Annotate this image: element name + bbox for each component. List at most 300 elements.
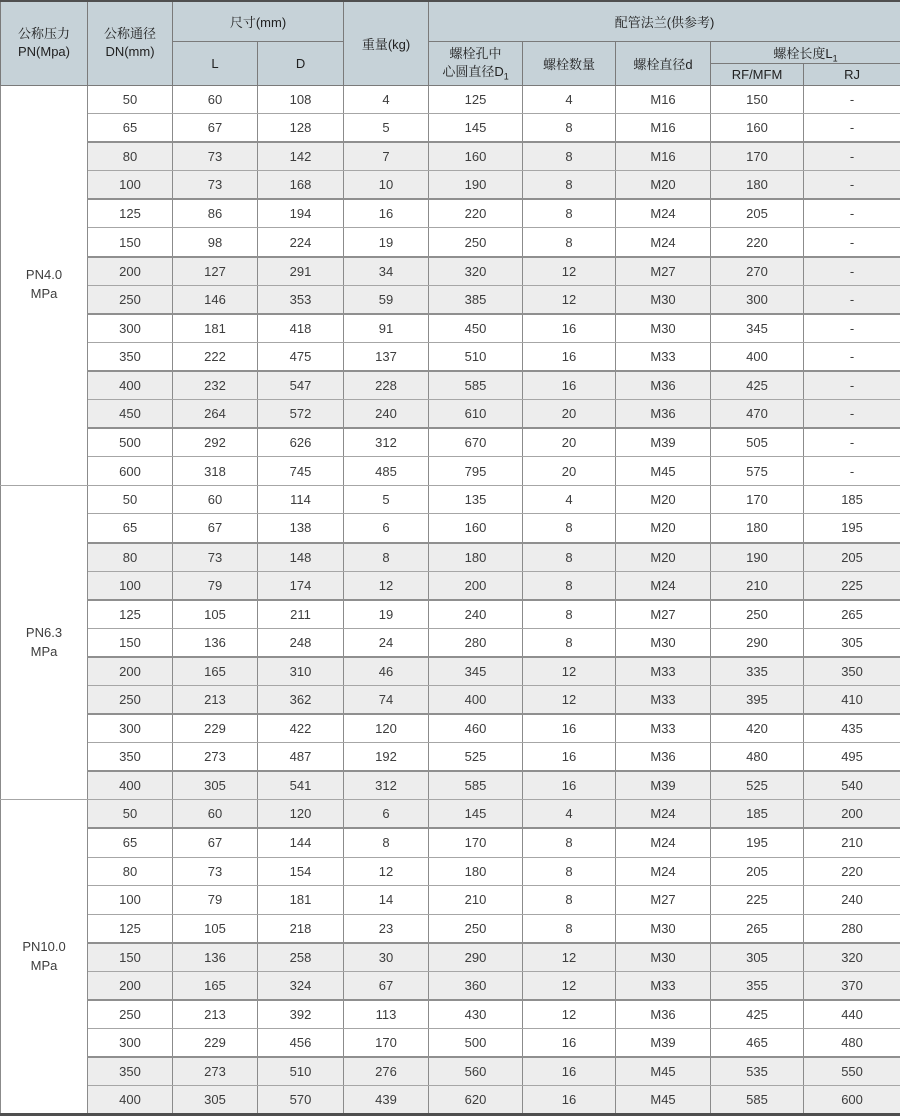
weight-cell: 240 <box>344 400 429 429</box>
weight-cell: 16 <box>344 199 429 228</box>
rf-mfm-cell: 205 <box>711 857 804 886</box>
rj-cell: 435 <box>804 714 900 743</box>
l-cell: 67 <box>173 114 258 143</box>
pressure-label-line2: MPa <box>30 286 58 302</box>
d-cell: 248 <box>258 628 344 657</box>
bolt-qty-cell: 4 <box>523 85 616 114</box>
rf-mfm-cell: 480 <box>711 743 804 772</box>
table-row <box>1 543 900 572</box>
table-row <box>1 1029 900 1058</box>
d-cell: 194 <box>258 199 344 228</box>
table-row <box>1 285 900 314</box>
dn-cell: 250 <box>88 685 173 714</box>
d-cell: 745 <box>258 457 344 486</box>
table-row <box>1 85 900 114</box>
bolt-circle-cell: 320 <box>429 257 523 286</box>
bolt-circle-cell: 220 <box>429 199 523 228</box>
dn-cell: 100 <box>88 171 173 200</box>
bolt-dia-cell: M24 <box>616 571 711 600</box>
d-cell: 181 <box>258 886 344 915</box>
bolt-circle-cell: 145 <box>429 800 523 829</box>
weight-cell: 6 <box>344 514 429 543</box>
weight-cell: 91 <box>344 314 429 343</box>
d-cell: 392 <box>258 1000 344 1029</box>
d-cell: 174 <box>258 571 344 600</box>
dn-cell: 350 <box>88 743 173 772</box>
weight-cell: 4 <box>344 85 429 114</box>
table-row <box>1 857 900 886</box>
rf-mfm-cell: 305 <box>711 943 804 972</box>
table-row <box>1 771 900 800</box>
weight-cell: 12 <box>344 857 429 886</box>
header-bolt-circle <box>429 41 523 85</box>
bolt-qty-cell: 8 <box>523 228 616 257</box>
rf-mfm-cell: 210 <box>711 571 804 600</box>
bolt-qty-cell: 8 <box>523 199 616 228</box>
l-cell: 127 <box>173 257 258 286</box>
rf-mfm-cell: 425 <box>711 371 804 400</box>
rj-cell: 370 <box>804 971 900 1000</box>
table-row <box>1 142 900 171</box>
table-row <box>1 1086 900 1115</box>
bolt-qty-cell: 8 <box>523 914 616 943</box>
bolt-qty-cell: 12 <box>523 257 616 286</box>
table-row <box>1 171 900 200</box>
rf-mfm-cell: 355 <box>711 971 804 1000</box>
l-cell: 273 <box>173 1057 258 1086</box>
dn-cell: 150 <box>88 943 173 972</box>
l-cell: 229 <box>173 714 258 743</box>
table-row <box>1 514 900 543</box>
d-cell: 114 <box>258 485 344 514</box>
l-cell: 292 <box>173 428 258 457</box>
table-row <box>1 114 900 143</box>
l-cell: 229 <box>173 1029 258 1058</box>
bolt-qty-cell: 20 <box>523 400 616 429</box>
rf-mfm-cell: 575 <box>711 457 804 486</box>
bolt-circle-cell: 560 <box>429 1057 523 1086</box>
rf-mfm-cell: 190 <box>711 543 804 572</box>
rj-cell: 240 <box>804 886 900 915</box>
d-cell: 310 <box>258 657 344 686</box>
table-row <box>1 971 900 1000</box>
dn-cell: 400 <box>88 771 173 800</box>
bolt-circle-cell: 135 <box>429 485 523 514</box>
table-row <box>1 199 900 228</box>
weight-cell: 46 <box>344 657 429 686</box>
bolt-circle-cell: 525 <box>429 743 523 772</box>
l-cell: 60 <box>173 485 258 514</box>
table-row <box>1 628 900 657</box>
bolt-qty-cell: 8 <box>523 600 616 629</box>
bolt-dia-cell: M16 <box>616 142 711 171</box>
bolt-dia-cell: M33 <box>616 657 711 686</box>
rf-mfm-cell: 290 <box>711 628 804 657</box>
bolt-qty-cell: 16 <box>523 1057 616 1086</box>
bolt-dia-cell: M36 <box>616 1000 711 1029</box>
dn-cell: 65 <box>88 828 173 857</box>
rf-mfm-cell: 395 <box>711 685 804 714</box>
bolt-dia-cell: M39 <box>616 428 711 457</box>
bolt-dia-cell: M39 <box>616 771 711 800</box>
rj-cell: - <box>804 171 900 200</box>
l-cell: 165 <box>173 657 258 686</box>
dn-cell: 400 <box>88 1086 173 1115</box>
weight-cell: 439 <box>344 1086 429 1115</box>
dn-cell: 80 <box>88 142 173 171</box>
l-cell: 136 <box>173 943 258 972</box>
table-row <box>1 743 900 772</box>
table-row <box>1 257 900 286</box>
weight-cell: 19 <box>344 600 429 629</box>
d-cell: 422 <box>258 714 344 743</box>
l-cell: 86 <box>173 199 258 228</box>
d-cell: 547 <box>258 371 344 400</box>
weight-cell: 14 <box>344 886 429 915</box>
l-cell: 318 <box>173 457 258 486</box>
rj-cell: - <box>804 228 900 257</box>
d-cell: 324 <box>258 971 344 1000</box>
bolt-dia-cell: M30 <box>616 285 711 314</box>
l-cell: 98 <box>173 228 258 257</box>
dn-cell: 250 <box>88 1000 173 1029</box>
l-cell: 165 <box>173 971 258 1000</box>
bolt-qty-cell: 16 <box>523 714 616 743</box>
bolt-qty-cell: 16 <box>523 342 616 371</box>
bolt-circle-cell: 670 <box>429 428 523 457</box>
table-row <box>1 457 900 486</box>
bolt-qty-cell: 20 <box>523 428 616 457</box>
bolt-circle-cell: 145 <box>429 114 523 143</box>
table-row <box>1 1057 900 1086</box>
d-cell: 168 <box>258 171 344 200</box>
l-cell: 105 <box>173 914 258 943</box>
bolt-dia-cell: M36 <box>616 371 711 400</box>
pressure-section-label <box>1 85 88 485</box>
d-cell: 108 <box>258 85 344 114</box>
bolt-dia-cell: M20 <box>616 485 711 514</box>
pressure-label-line1: PN6.3 <box>25 624 63 640</box>
header-dn <box>88 1 173 85</box>
d-cell: 510 <box>258 1057 344 1086</box>
l-cell: 73 <box>173 142 258 171</box>
rj-cell: - <box>804 257 900 286</box>
rj-cell: 540 <box>804 771 900 800</box>
bolt-dia-cell: M27 <box>616 600 711 629</box>
weight-cell: 10 <box>344 171 429 200</box>
bolt-dia-cell: M39 <box>616 1029 711 1058</box>
rj-cell: 480 <box>804 1029 900 1058</box>
rj-cell: 305 <box>804 628 900 657</box>
l-cell: 273 <box>173 743 258 772</box>
rj-cell: - <box>804 285 900 314</box>
header-dn-line2: DN(mm) <box>105 44 155 60</box>
header-bolt-length-subscript: 1 <box>832 53 838 64</box>
bolt-dia-cell: M33 <box>616 971 711 1000</box>
rf-mfm-cell: 185 <box>711 800 804 829</box>
rf-mfm-cell: 220 <box>711 228 804 257</box>
bolt-dia-cell: M16 <box>616 85 711 114</box>
rj-cell: - <box>804 199 900 228</box>
dn-cell: 300 <box>88 1029 173 1058</box>
rf-mfm-cell: 585 <box>711 1086 804 1115</box>
rj-cell: 210 <box>804 828 900 857</box>
rj-cell: 200 <box>804 800 900 829</box>
bolt-circle-cell: 280 <box>429 628 523 657</box>
bolt-qty-cell: 8 <box>523 114 616 143</box>
l-cell: 73 <box>173 857 258 886</box>
bolt-dia-cell: M33 <box>616 714 711 743</box>
dn-cell: 600 <box>88 457 173 486</box>
pressure-label-line1: PN4.0 <box>25 267 63 283</box>
pressure-label-line2: MPa <box>30 643 58 659</box>
bolt-dia-cell: M33 <box>616 342 711 371</box>
table-body <box>1 85 900 1114</box>
l-cell: 67 <box>173 514 258 543</box>
rf-mfm-cell: 465 <box>711 1029 804 1058</box>
dn-cell: 150 <box>88 628 173 657</box>
bolt-dia-cell: M36 <box>616 743 711 772</box>
header-bolt-length-text: 螺栓长度L <box>773 45 833 61</box>
bolt-qty-cell: 12 <box>523 1000 616 1029</box>
dn-cell: 450 <box>88 400 173 429</box>
weight-cell: 30 <box>344 943 429 972</box>
pressure-section-label <box>1 485 88 800</box>
rf-mfm-cell: 425 <box>711 1000 804 1029</box>
l-cell: 60 <box>173 85 258 114</box>
bolt-qty-cell: 8 <box>523 857 616 886</box>
weight-cell: 6 <box>344 800 429 829</box>
d-cell: 258 <box>258 943 344 972</box>
l-cell: 79 <box>173 886 258 915</box>
bolt-dia-cell: M30 <box>616 914 711 943</box>
rj-cell: - <box>804 371 900 400</box>
rf-mfm-cell: 335 <box>711 657 804 686</box>
rf-mfm-cell: 525 <box>711 771 804 800</box>
dn-cell: 50 <box>88 485 173 514</box>
rf-mfm-cell: 420 <box>711 714 804 743</box>
l-cell: 213 <box>173 1000 258 1029</box>
weight-cell: 23 <box>344 914 429 943</box>
bolt-circle-cell: 160 <box>429 514 523 543</box>
table-row <box>1 800 900 829</box>
weight-cell: 12 <box>344 571 429 600</box>
d-cell: 626 <box>258 428 344 457</box>
d-cell: 572 <box>258 400 344 429</box>
d-cell: 570 <box>258 1086 344 1115</box>
header-l: L <box>173 41 258 85</box>
l-cell: 146 <box>173 285 258 314</box>
bolt-qty-cell: 12 <box>523 971 616 1000</box>
dn-cell: 100 <box>88 571 173 600</box>
pressure-label-line2: MPa <box>30 957 58 973</box>
bolt-circle-cell: 345 <box>429 657 523 686</box>
bolt-qty-cell: 8 <box>523 171 616 200</box>
bolt-dia-cell: M30 <box>616 943 711 972</box>
bolt-qty-cell: 16 <box>523 1086 616 1115</box>
d-cell: 475 <box>258 342 344 371</box>
header-size-group: 尺寸(mm) <box>173 1 344 41</box>
d-cell: 138 <box>258 514 344 543</box>
rf-mfm-cell: 170 <box>711 142 804 171</box>
header-weight: 重量(kg) <box>344 1 429 85</box>
bolt-qty-cell: 8 <box>523 142 616 171</box>
header-rj: RJ <box>804 63 900 85</box>
weight-cell: 24 <box>344 628 429 657</box>
table-row <box>1 371 900 400</box>
header-flange-group: 配管法兰(供参考) <box>429 1 900 41</box>
rf-mfm-cell: 270 <box>711 257 804 286</box>
bolt-qty-cell: 16 <box>523 1029 616 1058</box>
table-row <box>1 714 900 743</box>
rf-mfm-cell: 160 <box>711 114 804 143</box>
rj-cell: 220 <box>804 857 900 886</box>
weight-cell: 170 <box>344 1029 429 1058</box>
d-cell: 211 <box>258 600 344 629</box>
dn-cell: 200 <box>88 257 173 286</box>
l-cell: 60 <box>173 800 258 829</box>
header-row-1 <box>1 1 900 41</box>
weight-cell: 113 <box>344 1000 429 1029</box>
rf-mfm-cell: 195 <box>711 828 804 857</box>
bolt-qty-cell: 8 <box>523 571 616 600</box>
d-cell: 154 <box>258 857 344 886</box>
bolt-dia-cell: M24 <box>616 199 711 228</box>
bolt-circle-cell: 290 <box>429 943 523 972</box>
table-row <box>1 943 900 972</box>
d-cell: 142 <box>258 142 344 171</box>
table-row <box>1 1000 900 1029</box>
header-bolt-circle-text: 心圆直径D <box>442 64 504 79</box>
bolt-dia-cell: M45 <box>616 457 711 486</box>
weight-cell: 8 <box>344 543 429 572</box>
bolt-qty-cell: 8 <box>523 886 616 915</box>
header-bolt-circle-line2 <box>431 63 520 81</box>
bolt-qty-cell: 16 <box>523 371 616 400</box>
rf-mfm-cell: 205 <box>711 199 804 228</box>
bolt-dia-cell: M36 <box>616 400 711 429</box>
weight-cell: 74 <box>344 685 429 714</box>
header-bolt-circle-subscript: 1 <box>503 71 509 82</box>
pressure-label-line1: PN10.0 <box>22 938 66 954</box>
bolt-qty-cell: 12 <box>523 657 616 686</box>
l-cell: 305 <box>173 1086 258 1115</box>
bolt-dia-cell: M30 <box>616 314 711 343</box>
rj-cell: - <box>804 428 900 457</box>
bolt-circle-cell: 460 <box>429 714 523 743</box>
d-cell: 418 <box>258 314 344 343</box>
weight-cell: 228 <box>344 371 429 400</box>
rj-cell: 410 <box>804 685 900 714</box>
weight-cell: 192 <box>344 743 429 772</box>
bolt-dia-cell: M24 <box>616 828 711 857</box>
dn-cell: 300 <box>88 714 173 743</box>
bolt-dia-cell: M27 <box>616 257 711 286</box>
header-pressure <box>1 1 88 85</box>
rf-mfm-cell: 250 <box>711 600 804 629</box>
weight-cell: 8 <box>344 828 429 857</box>
weight-cell: 19 <box>344 228 429 257</box>
bolt-circle-cell: 180 <box>429 857 523 886</box>
dn-cell: 125 <box>88 914 173 943</box>
weight-cell: 120 <box>344 714 429 743</box>
pressure-section-label <box>1 800 88 1115</box>
rj-cell: 265 <box>804 600 900 629</box>
d-cell: 224 <box>258 228 344 257</box>
rj-cell: 320 <box>804 943 900 972</box>
bolt-circle-cell: 170 <box>429 828 523 857</box>
l-cell: 73 <box>173 543 258 572</box>
bolt-dia-cell: M20 <box>616 514 711 543</box>
table-row <box>1 886 900 915</box>
d-cell: 120 <box>258 800 344 829</box>
bolt-circle-cell: 400 <box>429 685 523 714</box>
d-cell: 291 <box>258 257 344 286</box>
dn-cell: 200 <box>88 971 173 1000</box>
dn-cell: 400 <box>88 371 173 400</box>
header-bolt-qty: 螺栓数量 <box>523 41 616 85</box>
bolt-circle-cell: 210 <box>429 886 523 915</box>
bolt-qty-cell: 4 <box>523 800 616 829</box>
rf-mfm-cell: 265 <box>711 914 804 943</box>
table-header <box>1 1 900 85</box>
bolt-qty-cell: 12 <box>523 685 616 714</box>
dn-cell: 200 <box>88 657 173 686</box>
bolt-circle-cell: 125 <box>429 85 523 114</box>
table-row <box>1 657 900 686</box>
l-cell: 181 <box>173 314 258 343</box>
table-row <box>1 400 900 429</box>
l-cell: 213 <box>173 685 258 714</box>
table-row <box>1 828 900 857</box>
header-pressure-line2: PN(Mpa) <box>17 44 70 60</box>
bolt-circle-cell: 180 <box>429 543 523 572</box>
header-d: D <box>258 41 344 85</box>
table-row <box>1 571 900 600</box>
bolt-circle-cell: 200 <box>429 571 523 600</box>
bolt-circle-cell: 430 <box>429 1000 523 1029</box>
bolt-dia-cell: M16 <box>616 114 711 143</box>
dn-cell: 500 <box>88 428 173 457</box>
rf-mfm-cell: 535 <box>711 1057 804 1086</box>
d-cell: 148 <box>258 543 344 572</box>
bolt-circle-cell: 500 <box>429 1029 523 1058</box>
weight-cell: 137 <box>344 342 429 371</box>
dn-cell: 65 <box>88 514 173 543</box>
dn-cell: 80 <box>88 543 173 572</box>
rj-cell: 440 <box>804 1000 900 1029</box>
bolt-circle-cell: 610 <box>429 400 523 429</box>
rj-cell: 280 <box>804 914 900 943</box>
rj-cell: 195 <box>804 514 900 543</box>
l-cell: 305 <box>173 771 258 800</box>
bolt-qty-cell: 12 <box>523 285 616 314</box>
table-row <box>1 485 900 514</box>
l-cell: 232 <box>173 371 258 400</box>
dn-cell: 250 <box>88 285 173 314</box>
bolt-circle-cell: 585 <box>429 371 523 400</box>
header-bolt-circle-line1: 螺栓孔中 <box>449 45 502 61</box>
rf-mfm-cell: 345 <box>711 314 804 343</box>
bolt-dia-cell: M27 <box>616 886 711 915</box>
table-row <box>1 600 900 629</box>
weight-cell: 59 <box>344 285 429 314</box>
dn-cell: 300 <box>88 314 173 343</box>
bolt-qty-cell: 8 <box>523 828 616 857</box>
bolt-dia-cell: M24 <box>616 857 711 886</box>
rj-cell: - <box>804 342 900 371</box>
d-cell: 128 <box>258 114 344 143</box>
